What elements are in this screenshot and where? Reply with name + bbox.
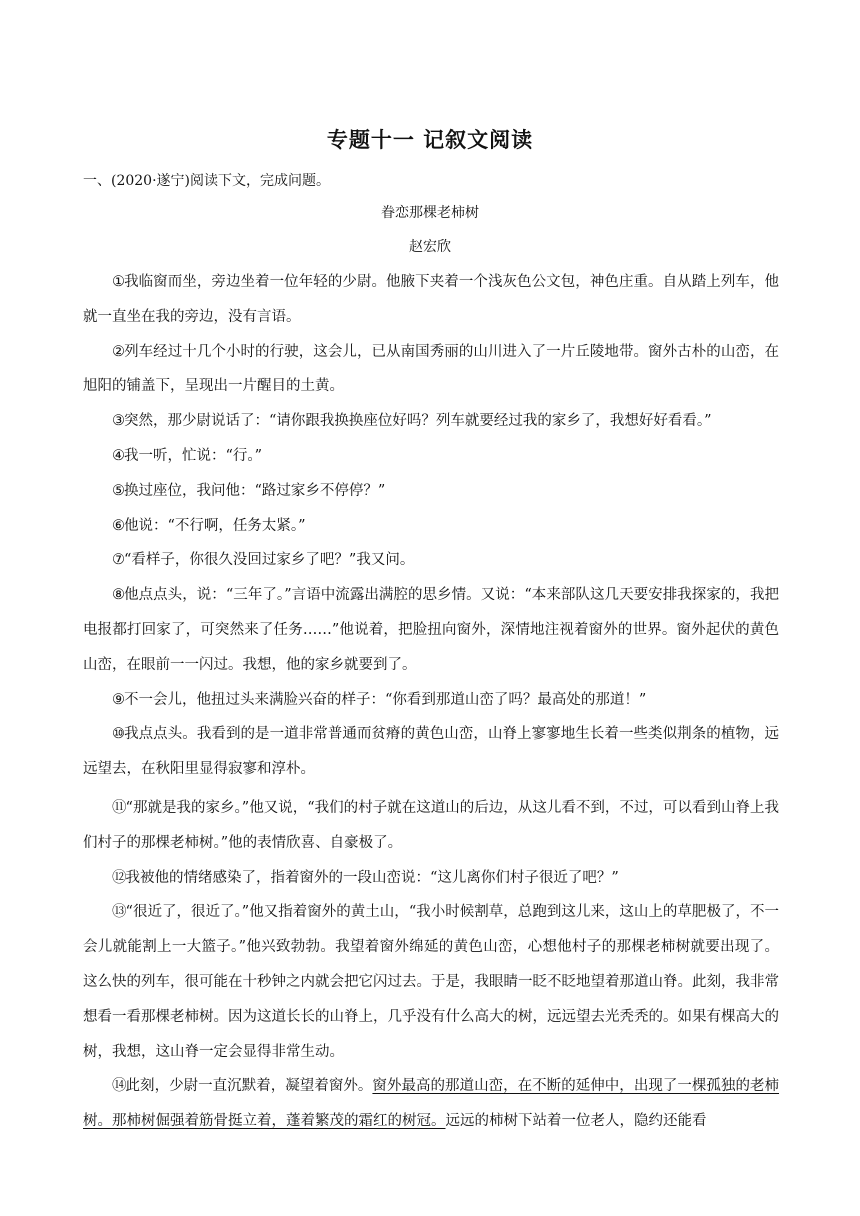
paragraph bbox=[83, 861, 779, 896]
paragraph-text: 突然，那少尉说话了：“请你跟我换换座位好吗？列车就要经过我的家乡了，我想好好看看。” bbox=[124, 413, 712, 430]
paragraph-text: “那就是我的家乡。”他又说，“我们的村子就在这道山的后边，从这儿看不到，不过，可以看到山脊上我们村子的那棵老柿树。”他的表情欣喜、自豪极了。 bbox=[83, 799, 779, 851]
paragraph-text: 他点点头，说：“三年了。”言语中流露出满腔的思乡情。又说：“本来部队这几天要安排我探家的，我把电报都打回家了，可突然来了任务……”他说着，把脸扭向窗外，深情地注视着窗外的世界。窗外起伏的黄色山峦，在眼前一一闪过。我想，他的家乡就要到了。 bbox=[83, 587, 779, 673]
paragraph-text: 他说：“不行啊，任务太紧。” bbox=[124, 517, 306, 534]
paragraph bbox=[83, 683, 779, 718]
paragraph-text: 我被他的情绪感染了，指着窗外的一段山峦说：“这儿离你们村子很近了吧？” bbox=[125, 869, 619, 886]
paragraph bbox=[83, 404, 779, 439]
paragraph-text: 我点点头。我看到的是一道非常普通而贫瘠的黄色山峦，山脊上寥寥地生长着一些类似荆条的植物，远远望去，在秋阳里显得寂寥和淳朴。 bbox=[83, 726, 780, 778]
paragraph-text: 列车经过十几个小时的行驶，这会儿，已从南国秀丽的山川进入了一片丘陵地带。窗外古朴的山峦，在旭阳的铺盖下，呈现出一片醒目的土黄。 bbox=[83, 343, 780, 395]
paragraph-text: 我临窗而坐，旁边坐着一位年轻的少尉。他腋下夹着一个浅灰色公文包，神色庄重。自从踏上列车，他就一直坐在我的旁边，没有言语。 bbox=[83, 274, 780, 325]
paragraph-number: ⑪ bbox=[112, 799, 126, 816]
paragraph-number: ⑫ bbox=[112, 869, 126, 886]
underlined-sentence: 窗外最高的那道山峦，在不断的延伸中，出现了一棵孤独的老柿树。那柿树倔强着筋骨挺立着，蓬着繁茂的霜红的树冠。 bbox=[83, 1078, 780, 1130]
paragraph-number: ① bbox=[112, 274, 125, 290]
paragraph-number: ⑤ bbox=[112, 482, 124, 499]
question-instruction: 一、(2020·遂宁)阅读下文，完成问题。 bbox=[83, 173, 331, 189]
paragraph bbox=[83, 543, 779, 578]
paragraph-number: ⑬ bbox=[112, 904, 126, 921]
paragraph bbox=[83, 717, 779, 787]
paragraph bbox=[83, 895, 779, 1069]
paragraph bbox=[83, 578, 779, 682]
paragraph bbox=[83, 439, 779, 474]
story-body bbox=[83, 265, 779, 1139]
paragraph-text: “看样子，你很久没回过家乡了吧？”我又问。 bbox=[124, 552, 415, 569]
paragraph-number: ⑥ bbox=[112, 517, 124, 534]
paragraph-number: ⑧ bbox=[112, 587, 125, 604]
paragraph-text: 不一会儿，他扭过头来满脸兴奋的样子：“你看到那道山峦了吗？最高处的那道！” bbox=[124, 691, 647, 708]
paragraph-text: 换过座位，我问他：“路过家乡不停停？” bbox=[124, 482, 386, 499]
paragraph bbox=[83, 474, 779, 509]
paragraph-text: 此刻，少尉一直沉默着，凝望着窗外。 bbox=[125, 1078, 373, 1095]
paragraph-number: ⑩ bbox=[112, 726, 125, 743]
paragraph-number: ④ bbox=[112, 447, 124, 464]
page-title: 专题十一 记叙文阅读 bbox=[326, 128, 534, 152]
paragraph-number: ③ bbox=[112, 413, 124, 430]
paragraph-number: ⑦ bbox=[112, 552, 124, 569]
paragraph bbox=[83, 265, 779, 335]
paragraph-number: ⑨ bbox=[112, 691, 124, 708]
paragraph bbox=[83, 509, 779, 544]
paragraph bbox=[83, 335, 779, 405]
paragraph bbox=[83, 1069, 779, 1139]
paragraph bbox=[83, 791, 779, 861]
paragraph-number: ⑭ bbox=[112, 1078, 126, 1095]
story-title: 眷恋那棵老柿树 bbox=[381, 205, 479, 221]
paragraph-text: 我一听，忙说：“行。” bbox=[124, 447, 263, 464]
paragraph-text: “很近了，很近了。”他又指着窗外的黄土山，“我小时候割草，总跑到这儿来，这山上的草肥极了，不一会儿就能割上一大篮子。”他兴致勃勃。我望着窗外绵延的黄色山峦，心想他村子的那棵老柿树就要出现了。这么快的列车，很可能在十秒钟之内就会把它闪过去。于是，我眼睛一眨不眨地望着那道山脊。此刻，我非常想看一看那棵老柿树。因为这道长长的山脊上，几乎没有什么高大的树，远远望去光秃秃的。如果有棵高大的树，我想，这山脊一定会显得非常生动。 bbox=[83, 904, 779, 1060]
paragraph-text-continued: 远远的柿树下站着一位老人，隐约还能看 bbox=[445, 1113, 707, 1130]
paragraph-number: ② bbox=[112, 343, 125, 360]
story-author: 赵宏欣 bbox=[409, 239, 451, 255]
